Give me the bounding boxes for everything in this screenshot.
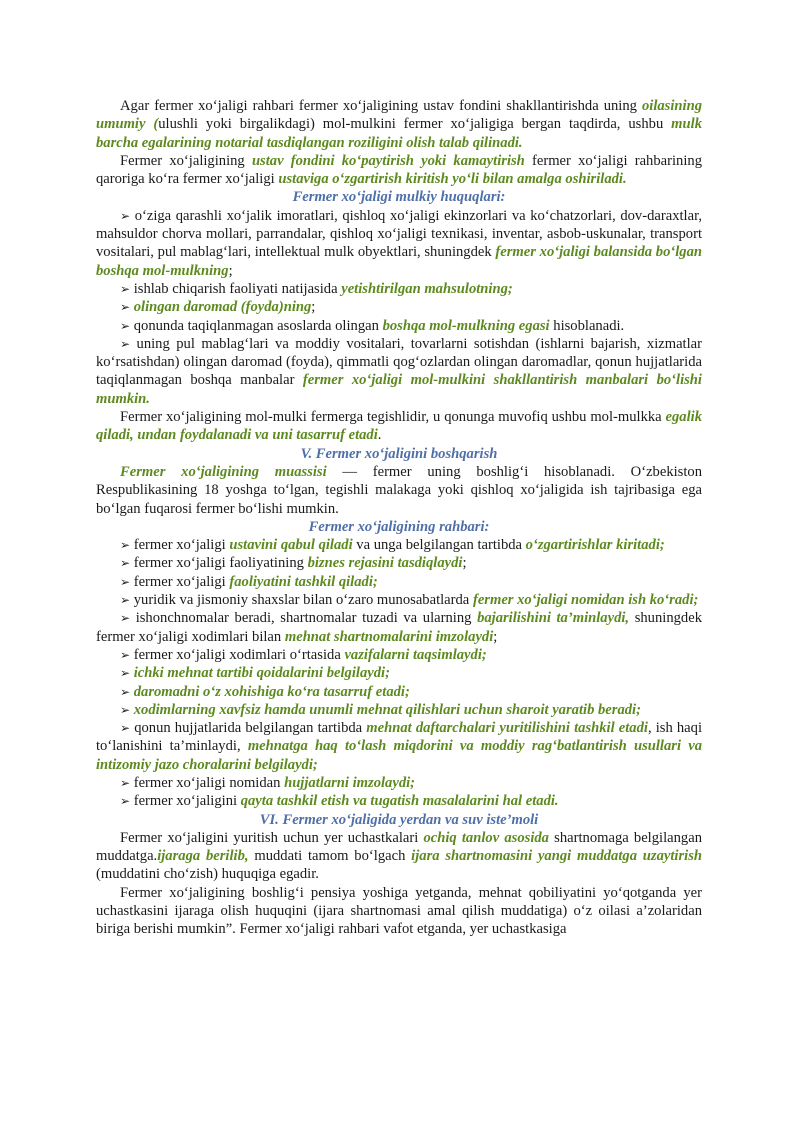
highlighted-phrase: egalik qiladi, undan foydalanadi va uni tasarruf etadi (96, 409, 702, 444)
text-run: qonun hujjatlarida belgilangan tartibda (134, 720, 367, 737)
highlighted-phrase: mulk barcha egalarining notarial tasdiqlangan roziligini olish talab qilinadi. (96, 116, 702, 151)
text-run: fermer xo‘jaligini (133, 793, 241, 810)
arrowhead-bullet-icon: ➢ (120, 208, 131, 223)
text-run: ulushli yoki birgalikdagi) mol-mulkini fermer xo‘jaligiga bergan taqdirda, ushbu (158, 116, 672, 133)
text-run: fermer xo‘jaligi rahbarining qaroriga ko‘ra fermer xo‘jaligi (96, 152, 702, 188)
list-item (96, 317, 702, 335)
text-run: yuridik va jismoniy shaxslar bilan o‘zaro munosabatlarda (133, 592, 473, 609)
section-heading: V. Fermer xo‘jaligini boshqarish (300, 445, 498, 462)
highlighted-phrase: Fermer xo‘jaligining muassisi (120, 463, 327, 480)
highlighted-phrase: ochiq tanlov asosida (423, 829, 549, 846)
paragraph (96, 97, 702, 152)
document-page (96, 97, 702, 939)
list-item (96, 664, 702, 682)
text-run: o‘ziga qarashli xo‘jalik imoratlari, qishloq xo‘jaligi ekinzorlari va ko‘chatzorlari, dov-daraxtlar, mahsuldor chorva mollari, parrandalar, qishloq xo‘jaligi texnikasi, inventar, asbob-uskunalar, transport vositalari, pul mablag‘lari, intellektual mulk obyektlari, shuningdek (96, 207, 703, 261)
text-run: ishonchnomalar beradi, shartnomalar tuzadi va ularning (135, 610, 478, 627)
list-item (96, 646, 702, 664)
text-run: shuningdek fermer xo‘jaligi xodimlari bilan (96, 610, 702, 645)
text-run: muddati tamom bo‘lgach (248, 848, 412, 865)
highlighted-phrase: xodimlarning xavfsiz hamda unumli mehnat qilishlari uchun sharoit yaratib beradi; (133, 701, 641, 718)
arrowhead-bullet-icon: ➢ (120, 556, 131, 571)
highlighted-phrase: fermer xo‘jaligi nomidan ish ko‘radi; (472, 592, 699, 609)
highlighted-phrase: faoliyatini tashkil qiladi; (229, 573, 378, 590)
text-run: ; (228, 262, 233, 279)
arrowhead-bullet-icon: ➢ (120, 775, 131, 790)
list-item (96, 683, 702, 701)
text-run: . (377, 427, 382, 444)
text-run: qonunda taqiqlanmagan asoslarda olingan (133, 317, 383, 334)
highlighted-phrase: olingan daromad (foyda)ning (133, 299, 312, 316)
list-item (96, 792, 702, 810)
text-run: , ish haqi to‘lanishini ta’minlaydi, (96, 720, 703, 755)
arrowhead-bullet-icon: ➢ (120, 593, 131, 608)
arrowhead-bullet-icon: ➢ (120, 684, 131, 699)
highlighted-phrase: ijara shartnomasini yangi muddatga uzaytirish (411, 848, 703, 865)
highlighted-phrase: boshqa mol-mulkning egasi (382, 317, 550, 334)
list-item (96, 280, 702, 298)
list-item (96, 573, 702, 591)
highlighted-phrase: daromadni o‘z xohishiga ko‘ra tasarruf etadi; (133, 683, 410, 700)
arrowhead-bullet-icon: ➢ (120, 318, 131, 333)
text-run: Fermer xo‘jaligining (120, 152, 252, 169)
highlighted-phrase: hujjatlarni imzolaydi; (284, 774, 416, 791)
text-run: va unga belgilangan tartibda (352, 537, 526, 554)
highlighted-phrase: mehnatga haq to‘lash miqdorini va moddiy rag‘batlantirish usullari va intizomiy jazo choralarini belgilaydi; (96, 738, 702, 773)
highlighted-phrase: ustavini qabul qiladi (229, 537, 353, 554)
highlighted-phrase: biznes rejasini tasdiqlaydi (307, 555, 463, 572)
paragraph (96, 152, 702, 189)
list-item (96, 609, 702, 646)
highlighted-phrase: yetishtirilgan mahsulotning; (341, 280, 513, 297)
list-item (96, 701, 702, 719)
text-run: uning pul mablag‘lari va moddiy vositalari, tovarlarni sotishdan (ishlarni bajarish, xizmatlar ko‘rsatishdan) olingan daromad (foyda), qimmatli qog‘ozlardan olingan daromadlar, qonun hujjatlarida taqiqlanmagan boshqa manbalar (96, 335, 703, 389)
highlighted-phrase: ustav fondini ko‘paytirish yoki kamaytirish (251, 152, 525, 169)
section-heading: VI. Fermer xo‘jaligida yerdan va suv iste’moli (259, 811, 539, 828)
arrowhead-bullet-icon: ➢ (120, 574, 131, 589)
section-heading: Fermer xo‘jaligi mulkiy huquqlari: (292, 189, 506, 206)
arrowhead-bullet-icon: ➢ (120, 666, 131, 681)
text-run: shartnomaga belgilangan muddatga. (96, 829, 702, 865)
paragraph (96, 408, 702, 445)
section-heading: Fermer xo‘jaligining rahbari: (308, 518, 490, 535)
arrowhead-bullet-icon: ➢ (120, 538, 131, 553)
text-run: ; (311, 299, 316, 316)
highlighted-phrase: mehnat daftarchalari yuritilishini tashkil etadi (366, 720, 648, 737)
arrowhead-bullet-icon: ➢ (120, 300, 131, 315)
highlighted-phrase: oilasining umumiy ( (96, 98, 702, 133)
text-run: (muddatini cho‘zish) huquqiga egadir. (96, 866, 319, 883)
highlighted-phrase: o‘zgartirishlar kiritadi; (525, 537, 665, 554)
text-run: — fermer uning boshlig‘i hisoblanadi. O‘zbekiston Respublikasining 18 yoshga to‘lgan, tegishli malakaga yoki qishloq xo‘jaligida ish tajribasiga ega bo‘lgan fuqarosi fermer bo‘lishi mumkin. (96, 463, 702, 517)
text-run: fermer xo‘jaligi faoliyatining (133, 555, 308, 572)
highlighted-phrase: mehnat shartnomalarini imzolaydi (284, 628, 494, 645)
arrowhead-bullet-icon: ➢ (120, 281, 131, 296)
arrowhead-bullet-icon: ➢ (120, 721, 131, 736)
arrowhead-bullet-icon: ➢ (120, 702, 131, 717)
arrowhead-bullet-icon: ➢ (120, 611, 131, 626)
list-item (96, 774, 702, 792)
list-item (96, 554, 702, 572)
list-item (96, 335, 702, 408)
text-run: Fermer xo‘jaligining mol-mulki fermerga tegishlidir, u qonunga muvofiq ushbu mol-mulkka (120, 409, 666, 426)
text-run: hisoblanadi. (549, 317, 625, 334)
arrowhead-bullet-icon: ➢ (120, 794, 131, 809)
highlighted-phrase: ustaviga o‘zgartirish kiritish yo‘li bilan amalga oshiriladi. (278, 171, 627, 188)
highlighted-phrase: bajarilishini ta’minlaydi, (477, 610, 630, 627)
highlighted-phrase: ichki mehnat tartibi qoidalarini belgilaydi; (133, 665, 390, 682)
text-run: fermer xo‘jaligi (133, 537, 230, 554)
list-item (96, 591, 702, 609)
arrowhead-bullet-icon: ➢ (120, 647, 131, 662)
highlighted-phrase: fermer xo‘jaligi mol-mulkini shakllantirish manbalari bo‘lishi mumkin. (96, 372, 702, 407)
text-run: Fermer xo‘jaligini yuritish uchun yer uchastkalari (120, 829, 424, 846)
text-run: ishlab chiqarish faoliyati natijasida (133, 280, 342, 297)
list-item (96, 536, 702, 554)
list-item (96, 207, 702, 280)
paragraph (96, 884, 702, 939)
text-run: fermer xo‘jaligi nomidan (133, 774, 285, 791)
paragraph (96, 463, 702, 518)
text-run: ; (462, 555, 467, 572)
text-run: fermer xo‘jaligi xodimlari o‘rtasida (133, 646, 345, 663)
text-run: Fermer xo‘jaligining boshlig‘i pensiya yoshiga yetganda, mehnat qobiliyatini yo‘qotganda yer uchastkasini ijaraga olish huquqini (ijara shartnomasi amal qilish muddatiga) o‘z oilasi a’zolaridan biriga berishi mumkin”. Fermer xo‘jaligi rahbari vafot etganda, yer uchastkasiga (96, 884, 702, 938)
text-run: ; (493, 628, 498, 645)
text-run: fermer xo‘jaligi (133, 573, 230, 590)
list-item (96, 298, 702, 316)
arrowhead-bullet-icon: ➢ (120, 336, 131, 351)
paragraph (96, 829, 702, 884)
highlighted-phrase: ijaraga berilib, (157, 848, 249, 865)
highlighted-phrase: vazifalarni taqsimlaydi; (344, 646, 487, 663)
highlighted-phrase: qayta tashkil etish va tugatish masalalarini hal etadi. (240, 793, 559, 810)
highlighted-phrase: fermer xo‘jaligi balansida bo‘lgan boshqa mol-mulkning (96, 244, 703, 279)
list-item (96, 719, 702, 774)
text-run: Agar fermer xo‘jaligi rahbari fermer xo‘jaligining ustav fondini shakllantirishda uning (120, 98, 642, 114)
